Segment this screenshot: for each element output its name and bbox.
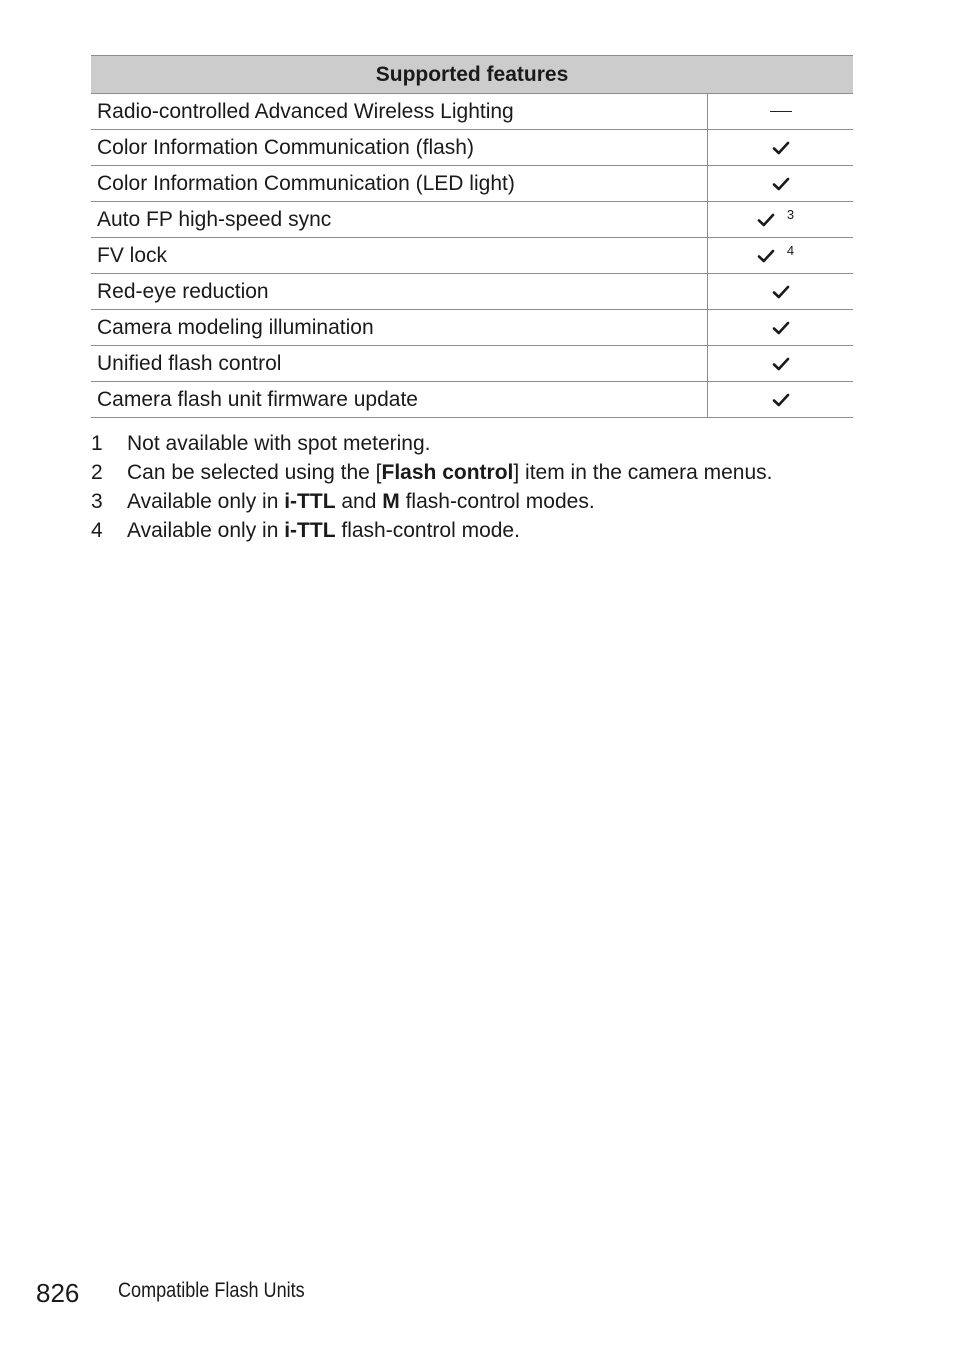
footnote-text <box>127 432 431 455</box>
feature-name: Camera modeling illumination <box>91 310 708 346</box>
footnote-segment: Available only in <box>127 519 285 542</box>
feature-name: FV lock <box>91 238 708 274</box>
footnote-text <box>127 461 772 484</box>
check-icon <box>757 212 775 228</box>
footnote-item <box>91 458 772 487</box>
footnote-segment: Can be selected using the [ <box>127 461 382 484</box>
table-header-row <box>91 56 853 94</box>
dash-icon <box>770 111 792 112</box>
feature-support-status <box>708 382 854 418</box>
footnote-number: 1 <box>91 432 103 455</box>
footnote-reference: 4 <box>786 242 795 258</box>
check-icon <box>772 284 790 300</box>
footnote-segment: Not available with spot metering. <box>127 432 431 455</box>
footnote-segment: flash-control mode. <box>335 519 520 542</box>
footnote-text <box>127 519 520 542</box>
feature-name: Unified flash control <box>91 346 708 382</box>
section-title: Compatible Flash Units <box>118 1279 305 1302</box>
footnote-emphasis: M <box>382 490 400 513</box>
table-body <box>91 94 853 418</box>
table-row <box>91 94 853 130</box>
table-row <box>91 382 853 418</box>
table-row <box>91 346 853 382</box>
status-marker <box>772 136 790 160</box>
table-row <box>91 310 853 346</box>
feature-name: Camera flash unit firmware update <box>91 382 708 418</box>
footnote-number: 2 <box>91 461 103 484</box>
check-icon <box>772 176 790 192</box>
footnote-segment: ] item in the camera menus. <box>513 461 773 484</box>
table-header: Supported features <box>91 56 853 94</box>
feature-support-status <box>708 238 854 274</box>
feature-support-status <box>708 130 854 166</box>
footnote-segment: and <box>335 490 383 513</box>
footnote-item <box>91 487 772 516</box>
footnote-item <box>91 516 772 545</box>
feature-name: Radio-controlled Advanced Wireless Lighting <box>91 94 708 130</box>
footnote-emphasis: i-TTL <box>284 490 336 513</box>
table-row <box>91 130 853 166</box>
footnote-text <box>127 490 595 513</box>
status-marker <box>770 100 792 124</box>
status-marker <box>772 388 790 412</box>
table-row <box>91 274 853 310</box>
page-number: 826 <box>36 1278 80 1308</box>
footnote-reference: 3 <box>786 206 795 222</box>
table-row <box>91 202 853 238</box>
check-icon <box>757 248 775 264</box>
status-marker <box>757 244 794 268</box>
status-marker <box>772 280 790 304</box>
footnote-number: 4 <box>91 519 103 542</box>
footnote-segment: Available only in <box>127 490 285 513</box>
status-marker <box>772 316 790 340</box>
check-icon <box>772 392 790 408</box>
check-icon <box>772 356 790 372</box>
feature-support-status <box>708 166 854 202</box>
status-marker <box>757 208 794 232</box>
feature-support-status <box>708 94 854 130</box>
footnote-emphasis: i-TTL <box>284 519 336 542</box>
footnote-number: 3 <box>91 490 103 513</box>
supported-features-table <box>91 55 853 418</box>
feature-support-status <box>708 274 854 310</box>
feature-support-status <box>708 310 854 346</box>
footnotes-list <box>91 429 772 545</box>
feature-name: Auto FP high-speed sync <box>91 202 708 238</box>
status-marker <box>772 172 790 196</box>
footnote-item <box>91 429 772 458</box>
feature-support-status <box>708 346 854 382</box>
feature-name: Color Information Communication (flash) <box>91 130 708 166</box>
feature-support-status <box>708 202 854 238</box>
check-icon <box>772 140 790 156</box>
table-row <box>91 238 853 274</box>
feature-name: Color Information Communication (LED light) <box>91 166 708 202</box>
check-icon <box>772 320 790 336</box>
footnote-segment: flash-control modes. <box>399 490 595 513</box>
table-row <box>91 166 853 202</box>
footnote-emphasis: Flash control <box>381 461 514 484</box>
status-marker <box>772 352 790 376</box>
feature-name: Red-eye reduction <box>91 274 708 310</box>
